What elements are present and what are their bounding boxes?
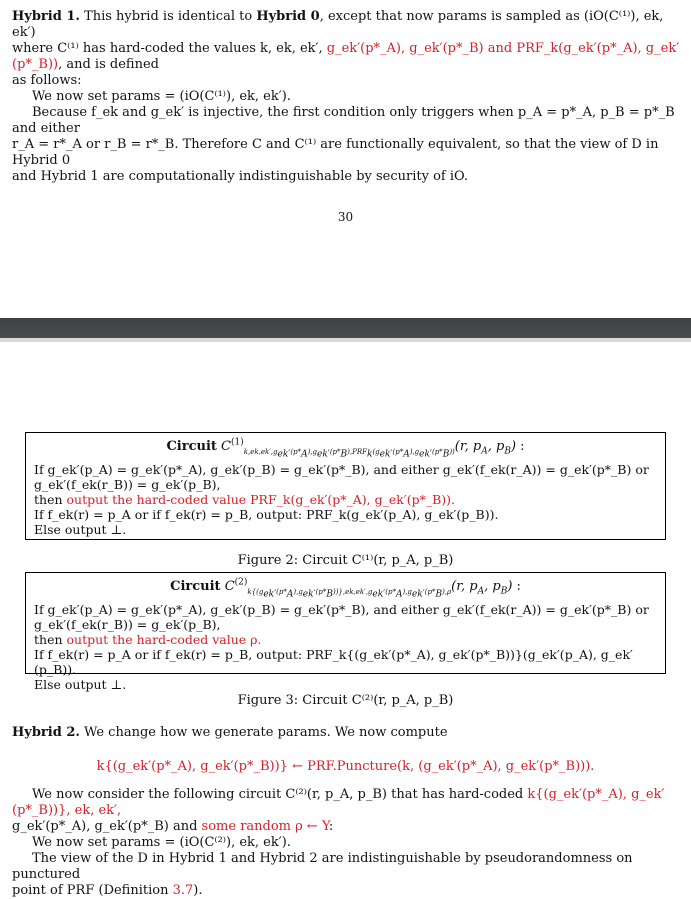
page-number: 30 — [337, 210, 354, 224]
figure-2-if-line: If g_ek′(p_A) = g_ek′(p*_A), g_ek′(p_B) = g_ek′(p*_B), and either g_ek′(f_ek(r_A)) = g_ek′(p*_B) or g_ek′(f_ek(r_B)) = g_ek′(p_B), — [34, 462, 649, 492]
hybrid1-line-2: where C⁽¹⁾ has hard-coded the values k, ek, ek′, g_ek′(p*_A), g_ek′(p*_B) and PRF_k(g_ek′(p*_A), g_ek′(p*_B)), and is defined — [12, 41, 680, 72]
because-line-3: and Hybrid 1 are computationally indistinguishable by security of iO. — [12, 169, 469, 184]
figure-3-box — [25, 572, 666, 692]
view-line-1: The view of the D in Hybrid 1 and Hybrid 2 are indistinguishable by pseudorandomness on punctured — [12, 851, 633, 882]
hybrid1-label: Hybrid 1. — [12, 9, 80, 24]
figure-3-caption: Figure 3: Circuit C⁽²⁾(r, p_A, p_B) — [237, 693, 454, 708]
set-params-1: We now set params = (iO(C⁽¹⁾), ek, ek′). — [32, 89, 291, 104]
figure-2-box — [25, 432, 666, 540]
consider-line-1: We now consider the following circuit C⁽²⁾(r, p_A, p_B) that has hard-coded k{(g_ek′(p*_A), g_ek′(p*_B))}, ek, ek′, — [12, 787, 665, 818]
consider-line-2: g_ek′(p*_A), g_ek′(p*_B) and some random ρ ← Y: — [12, 819, 334, 834]
hybrid1-line-3: as follows: — [12, 73, 82, 88]
hybrid2-intro: Hybrid 2. We change how we generate params. We now compute — [12, 725, 448, 740]
figure-3-if-line: If g_ek′(p_A) = g_ek′(p*_A), g_ek′(p_B) = g_ek′(p*_B), and either g_ek′(f_ek(r_A)) = g_ek′(p*_B) or g_ek′(f_ek(r_B)) = g_ek′(p_B), — [34, 602, 649, 632]
page-separator — [0, 318, 691, 338]
because-line-1: Because f_ek and g_ek′ is injective, the first condition only triggers when p_A = p*_A, p_B = p*_B and either — [12, 105, 675, 136]
figure-3-else-line: Else output ⊥. — [34, 677, 127, 692]
hybrid2-label: Hybrid 2. — [12, 725, 80, 740]
figure-2-if-line-2: If f_ek(r) = p_A or if f_ek(r) = p_B, output: PRF_k(g_ek′(p_A), g_ek′(p_B)). — [34, 507, 499, 522]
because-line-2: r_A = r*_A or r_B = r*_B. Therefore C and C⁽¹⁾ are functionally equivalent, so that the view of D in Hybrid 0 — [12, 137, 659, 168]
figure-3-if-line-2: If f_ek(r) = p_A or if f_ek(r) = p_B, output: PRF_k{(g_ek′(p*_A), g_ek′(p*_B))}(g_ek′(p_A), g_ek′(p_B)). — [34, 647, 633, 677]
figure-2-caption: Figure 2: Circuit C⁽¹⁾(r, p_A, p_B) — [237, 553, 454, 568]
hybrid1-line-1: Hybrid 1. This hybrid is identical to Hybrid 0, except that now params is sampled as (iO(C⁽¹⁾), ek, ek′) — [12, 9, 664, 40]
hybrid2-body — [12, 787, 680, 899]
figure-2-then-line: then output the hard-coded value PRF_k(g_ek′(p*_A), g_ek′(p*_B)). — [34, 492, 455, 507]
hybrid1-paragraph — [12, 9, 680, 185]
definition-link[interactable]: 3.7 — [172, 883, 194, 898]
figure-2-heading: Circuit $C^{(1)}_{k,ek,ek',g_{ek'}(p*_A),g_{ek'}(p*_B),PRF_k(g_{ek'}(p*_A),g_{ek'}(p*_B))}(r$, $p_A$, $p_B$) : — [166, 437, 525, 459]
set-params-2: We now set params = (iO(C⁽²⁾), ek, ek′). — [32, 835, 291, 850]
view-line-2: point of PRF (Definition 3.7). — [12, 883, 203, 898]
figure-3-then-line: then output the hard-coded value ρ. — [34, 632, 262, 647]
page-separator-shadow — [0, 338, 691, 342]
hybrid2-equation: k{(g_ek′(p*_A), g_ek′(p*_B))} ← PRF.Puncture(k, (g_ek′(p*_A), g_ek′(p*_B))). — [96, 759, 595, 774]
figure-2-else-line: Else output ⊥. — [34, 522, 127, 537]
figure-3-heading: Circuit $C^{(2)}_{k\{(g_{ek'}(p*_A),g_{ek'}(p*_B))\},ek,ek',g_{ek'}(p*_A),g_{ek'}(p*_B),\rho}(r$, $p_A$, $p_B$) : — [170, 577, 521, 599]
